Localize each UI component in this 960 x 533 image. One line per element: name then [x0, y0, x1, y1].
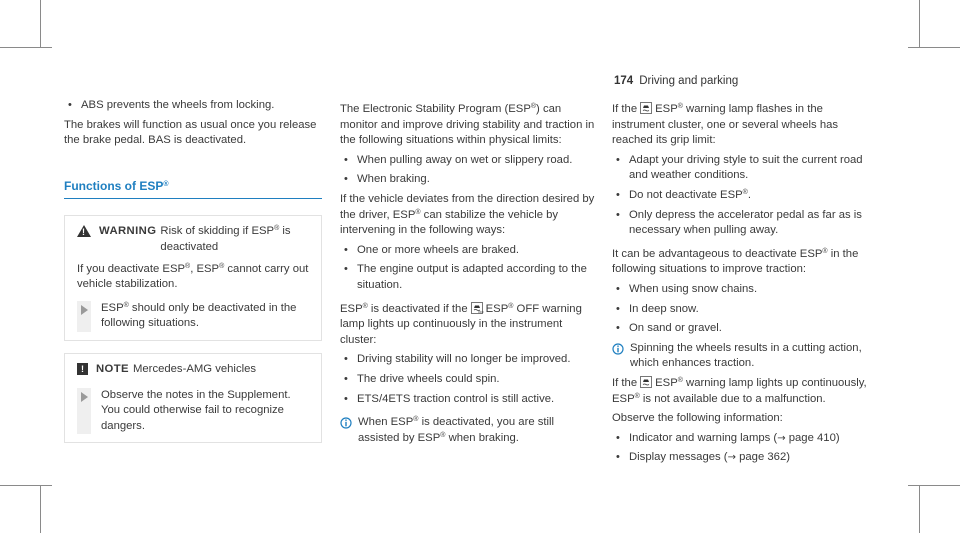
note-title: NOTE — [96, 362, 129, 375]
tip-block — [612, 341, 870, 372]
list-item: • ETS/4ETS traction control is still active. — [340, 392, 598, 408]
header-section: Driving and parking — [639, 75, 739, 87]
crop-mark — [40, 0, 41, 48]
list-item: • The drive wheels could spin. — [340, 372, 598, 388]
svg-text:OFF: OFF — [477, 309, 484, 314]
note-exclamation-icon: ! — [77, 363, 88, 375]
esp-warning-icon — [640, 102, 652, 114]
warning-header — [65, 216, 321, 255]
crop-mark — [919, 0, 920, 48]
abs-bullet: • ABS prevents the wheels from locking. — [64, 98, 322, 114]
cross-reference[interactable]: • Display messages (→ page 362) — [612, 450, 870, 466]
esp-warning-icon — [640, 376, 652, 388]
note-headline: Mercedes-AMG vehicles — [132, 362, 257, 375]
note-box — [64, 353, 322, 443]
tip-lightbulb-icon — [612, 343, 624, 355]
warning-step — [77, 301, 309, 332]
deviate-paragraph: If the vehicle deviates from the direction desired by the driver, ESP® can stabilize the vehicle by intervening in the following ways: — [340, 192, 595, 237]
esp-flash-paragraph: If the ESP® warning lamp flashes in the instrument cluster, one or several wheels has reached its grip limit: — [612, 103, 839, 147]
page-ref-arrow-icon: → — [727, 452, 736, 464]
crop-mark — [40, 485, 41, 533]
page-number: 174 — [614, 75, 634, 87]
tip-text: Spinning the wheels results in a cutting action, which enhances traction. — [630, 341, 862, 370]
tip-block — [340, 415, 598, 446]
list-item: • Do not deactivate ESP®. — [612, 188, 870, 204]
brakes-paragraph: The brakes will function as usual once you release the brake pedal. BAS is deactivated. — [64, 118, 317, 147]
page-ref-arrow-icon: → — [777, 432, 786, 444]
running-header — [614, 74, 738, 90]
crop-mark — [908, 485, 960, 486]
esp-off-icon — [471, 302, 483, 314]
column-right — [612, 102, 870, 466]
note-body — [65, 378, 321, 443]
warning-headline: Risk of skidding if ESP® is deactivated — [160, 225, 291, 253]
list-item: • When using snow chains. — [612, 282, 870, 298]
list-item: • One or more wheels are braked. — [340, 243, 598, 259]
warning-triangle-icon — [77, 225, 91, 238]
esp-off-paragraph: ESP® is deactivated if the OFF ESP® OFF warning lamp lights up continuously in the instrument cluster: — [340, 302, 582, 346]
list-item: • In deep snow. — [612, 302, 870, 318]
list-item: • Driving stability will no longer be improved. — [340, 352, 598, 368]
note-step — [77, 388, 309, 435]
crop-mark — [919, 485, 920, 533]
step-arrow-icon — [77, 388, 91, 435]
list-item: • Adapt your driving style to suit the current road and weather conditions. — [612, 153, 870, 184]
esp-continuous-paragraph: If the ESP® warning lamp lights up continuously, ESP® is not available due to a malfunction. — [612, 376, 867, 405]
column-middle — [340, 102, 598, 446]
warning-body — [65, 256, 321, 340]
tip-lightbulb-icon — [340, 417, 352, 429]
warning-step-text: ESP® should only be deactivated in the following situations. — [101, 301, 297, 330]
warning-title: WARNING — [99, 225, 157, 238]
column-left — [64, 98, 322, 443]
list-item: • The engine output is adapted according to the situation. — [340, 262, 598, 293]
list-item: • On sand or gravel. — [612, 321, 870, 337]
warning-text: If you deactivate ESP®, ESP® cannot carry out vehicle stabilization. — [77, 262, 309, 291]
advantage-paragraph: It can be advantageous to deactivate ESP® in the following situations to improve traction: — [612, 247, 859, 276]
cross-reference[interactable]: • Indicator and warning lamps (→ page 410) — [612, 431, 870, 447]
section-title: Functions of ESP® — [64, 179, 322, 200]
list-item: • When pulling away on wet or slippery road. — [340, 153, 598, 169]
crop-mark — [0, 47, 52, 48]
note-header — [65, 354, 321, 378]
step-arrow-icon — [77, 301, 91, 332]
list-item: • Only depress the accelerator pedal as far as is necessary when pulling away. — [612, 208, 870, 239]
list-item: • When braking. — [340, 172, 598, 188]
crop-mark — [908, 47, 960, 48]
warning-box — [64, 215, 322, 341]
esp-intro: The Electronic Stability Program (ESP®) can monitor and improve driving stability and traction in the following situations within physical limits: — [340, 103, 595, 147]
crop-mark — [0, 485, 52, 486]
observe-paragraph: Observe the following information: — [612, 412, 783, 425]
note-step-text: Observe the notes in the Supplement. You could otherwise fail to recognize dangers. — [101, 388, 291, 432]
tip-text: When ESP® is deactivated, you are still assisted by ESP® when braking. — [358, 416, 555, 444]
